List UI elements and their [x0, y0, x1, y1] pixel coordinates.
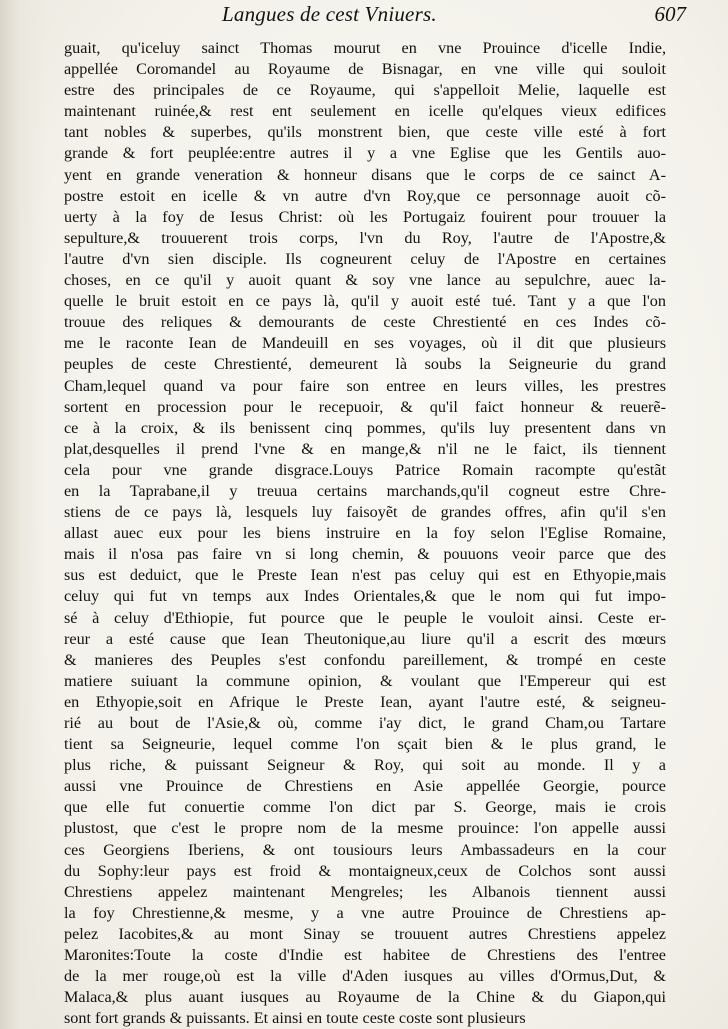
text-line: du Sophy:leur pays est froid & montaigneux,ceux de Colchos sont aussi [64, 861, 666, 880]
text-line: aussi vne Prouince de Chrestiens en Asie appellée Georgie, pource [64, 777, 666, 796]
text-line: mais il n'osa pas faire vn si long chemin, & pouuons veoir parce que des [64, 545, 666, 564]
text-line: grande & fort peuplée:entre autres il y a vne Eglise que les Gentils auo- [64, 144, 666, 163]
text-line: & manieres des Peuples s'est confondu pareillement, & trompé en ceste [64, 650, 666, 669]
text-line: en Ethyopie,soit en Afrique le Preste Iean, ayant l'autre esté, & seigneu- [64, 692, 666, 711]
text-line: sont fort grands & puissants. Et ainsi en toute ceste coste sont plusieurs [64, 1009, 526, 1028]
text-line: estre des principales de ce Royaume, qui s'appelloit Melie, laquelle est [64, 81, 666, 100]
text-line: uerty à la foy de Iesus Christ: où les Portugaiz fouirent pour trouuer la [64, 207, 666, 226]
binding-gutter-shadow [0, 0, 46, 1029]
text-line: appellée Coromandel au Royaume de Bisnagar, en vne ville qui souloit [64, 60, 666, 79]
text-line: matiere suiuant la commune opinion, & voulant que l'Empereur qui est [64, 671, 666, 690]
text-line: la foy Chrestienne,& mesme, y a vne autre Prouince de Chrestiens ap- [64, 903, 666, 922]
text-line: reur a esté cause que Iean Theutonique,au liure qu'il a escrit des mœurs [64, 629, 666, 648]
text-line: yent en grande veneration & honneur disans que le corps de ce sainct A- [64, 165, 666, 184]
body-text [64, 38, 666, 1029]
running-title: Langues de cest Vniuers. [222, 2, 437, 26]
text-line: sepulture,& trouuerent trois corps, l'vn du Roy, l'autre de l'Apostre,& [64, 228, 666, 247]
text-line: trouue des reliques & demourants de ceste Chrestienté en ces Indes cõ- [64, 313, 666, 332]
text-line: cela pour vne grande disgrace.Louys Patrice Romain racompte qu'estãt [64, 460, 666, 479]
text-line: pelez Iacobites,& au mont Sinay se trouuent autres Chrestiens appelez [64, 924, 666, 943]
text-line: sus est deduict, que le Preste Iean n'est pas celuy qui est en Ethyopie,mais [64, 566, 666, 585]
text-line: plustost, que c'est le propre nom de la mesme prouince: l'on appelle aussi [64, 819, 666, 838]
text-line: peuples de ceste Chrestienté, demeurent là soubs la Seigneurie du grand [64, 355, 666, 374]
text-line: plat,desquelles il prend l'vne & en mange,& n'il ne le faict, ils tiennent [64, 439, 666, 458]
text-line: ces Georgiens Iberiens, & ont tousiours leurs Ambassadeurs en la cour [64, 840, 666, 859]
text-line: me le raconte Iean de Mandeuill en ses voyages, où il dit que plusieurs [64, 334, 666, 353]
page-number: 607 [654, 2, 686, 26]
text-line: sé à celuy d'Ethiopie, fut pource que le peuple le vouloit ainsi. Ceste er- [64, 608, 666, 627]
text-line: rié au bout de l'Asie,& où, comme i'ay dict, le grand Cham,ou Tartare [64, 714, 666, 732]
text-line: l'autre d'vn sien disciple. Ils cogneurent celuy de l'Apostre en certaines [64, 249, 666, 268]
text-line: en la Taprabane,il y treuua certains marchands,qu'il cogneut estre Chre- [64, 481, 666, 500]
text-line: stiens de ce pays là, lesquels luy faisoyẽt de grandes offres, afin qu'il s'en [64, 503, 666, 522]
text-line: plus riche, & puissant Seigneur & Roy, qui soit au monde. Il y a [64, 756, 666, 775]
text-line: que elle fut conuertie comme l'on dict par S. George, mais ie crois [64, 798, 666, 817]
text-line: guait, qu'iceluy sainct Thomas mourut en vne Prouince d'icelle Indie, [64, 39, 666, 57]
text-line: celuy qui fut vn temps aux Indes Orientales,& que le nom qui fut impo- [64, 587, 666, 606]
text-line: allast auec eux pour les biens instruire en la foy selon l'Eglise Romaine, [64, 524, 666, 543]
text-line: quelle le bruit estoit en ce pays là, qu'il y auoit esté tué. Tant y a que l'on [64, 292, 666, 311]
text-line: tant nobles & superbes, qu'ils monstrent bien, que ceste ville esté à fort [64, 123, 666, 142]
text-line: maintenant ruinée,& rest ent seulement en icelle qu'elques vieux edifices [64, 102, 666, 121]
text-line: sortent en procession pour le recepuoir, & qu'il faict honneur & reuerẽ- [64, 397, 666, 416]
text-line: Cham,lequel quand va pour faire son entree en leurs villes, les prestres [64, 376, 666, 395]
text-line: tient sa Seigneurie, lequel comme l'on sçait bien & le plus grand, le [64, 735, 666, 754]
text-line: Maronites:Toute la coste d'Indie est habitee de Chrestiens des l'entree [64, 946, 666, 965]
text-line: Chrestiens appelez maintenant Mengreles; les Albanois tiennent aussi [64, 882, 666, 901]
text-line: ce à la croix, & ils benissent cinq pommes, qu'ils luy presentent dans vn [64, 418, 666, 437]
text-line: Malaca,& plus auant iusques au Royaume de la Chine & du Giapon,qui [64, 988, 666, 1007]
text-line: postre estoit en icelle & vn autre d'vn Roy,que ce personnage auoit cõ- [64, 186, 666, 205]
text-line: de la mer rouge,où est la ville d'Aden iusques au villes d'Ormus,Dut, & [64, 967, 666, 986]
text-line: choses, en ce qu'il y auoit quant & soy vne lance au sepulchre, auec la- [64, 271, 666, 290]
